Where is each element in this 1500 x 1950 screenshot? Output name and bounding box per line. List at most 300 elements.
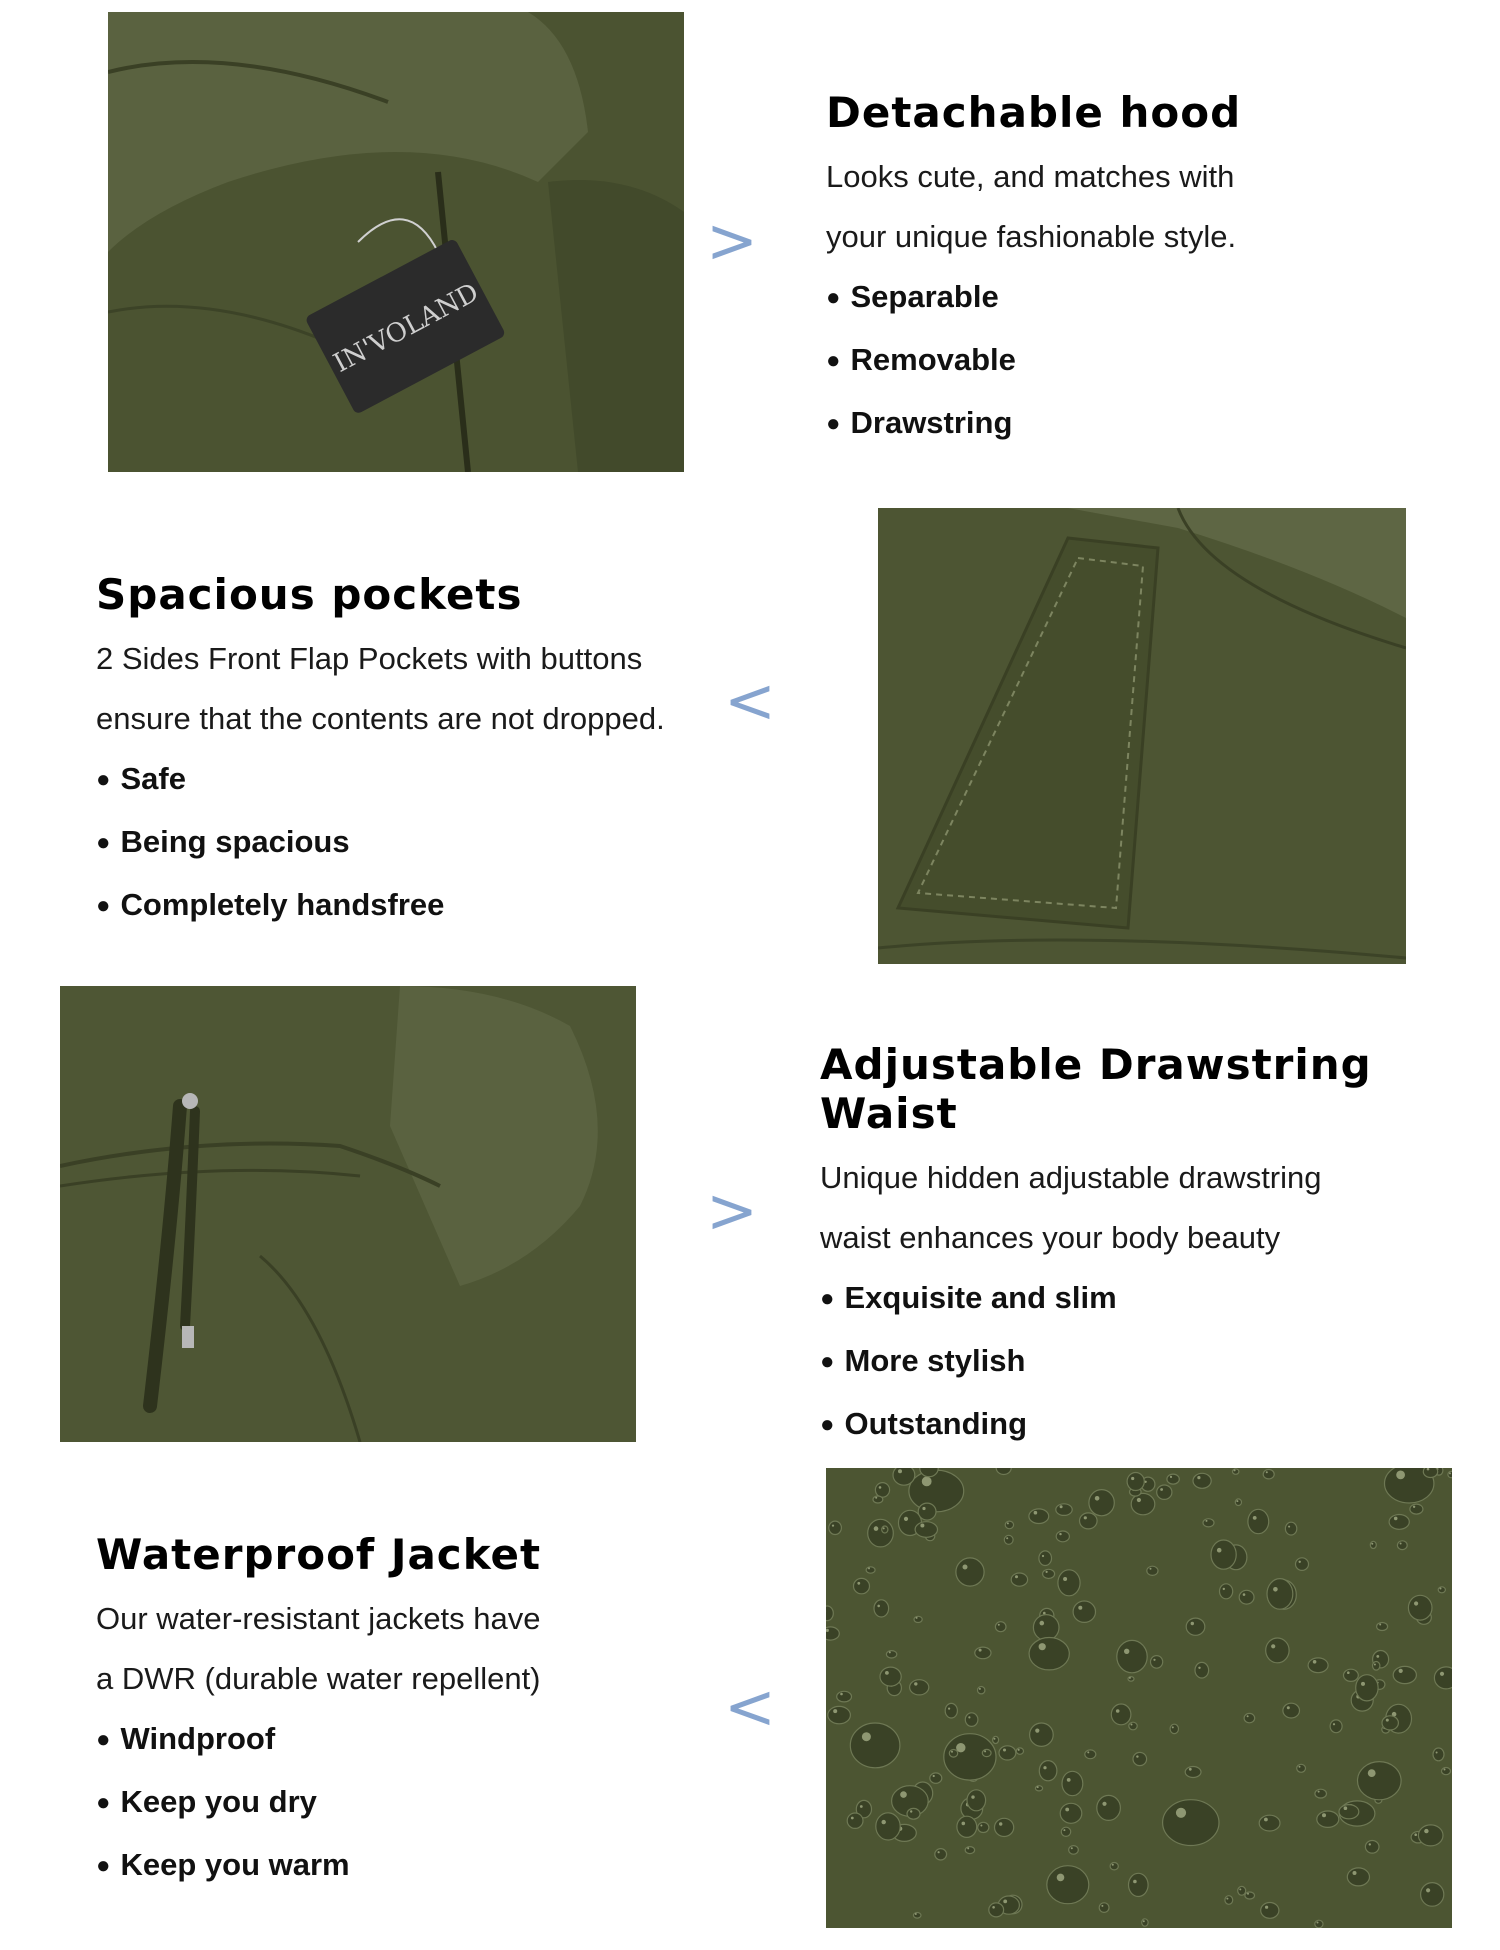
water-drop-highlight [1271,1644,1275,1648]
water-drop-highlight [1234,1469,1236,1471]
water-drop-highlight [1084,1516,1087,1519]
water-drop [1330,1720,1342,1733]
water-drop [1203,1519,1214,1527]
water-drops-photo [826,1468,1452,1928]
water-drop [1011,1573,1027,1586]
section-title: Waterproof Jacket [96,1530,542,1579]
water-drop [876,1813,900,1840]
water-drop-highlight [1172,1726,1174,1728]
water-drop [837,1691,852,1702]
feature-item: ● More stylish [820,1331,1500,1394]
water-drop-highlight [994,1738,996,1740]
water-drop [850,1723,900,1768]
water-drop [1408,1595,1432,1620]
water-drop-highlight [971,1795,974,1798]
water-drop-highlight [1042,1555,1044,1557]
water-drop [965,1713,978,1727]
water-drop-highlight [851,1817,854,1820]
water-drop-highlight [1129,1677,1131,1679]
water-drop [1373,1662,1380,1671]
water-drop [1433,1748,1444,1761]
description-line: 2 Sides Front Flap Pockets with buttons [96,641,643,676]
water-drop-highlight [1034,1511,1038,1515]
water-drop-highlight [1150,1568,1152,1570]
water-drop-highlight [1247,1893,1249,1895]
water-drop [1193,1473,1211,1488]
water-drop-highlight [1015,1575,1018,1578]
water-drop [1261,1903,1279,1919]
water-drop-highlight [1059,1533,1061,1535]
water-drop [1421,1883,1444,1907]
water-drop-highlight [1065,1808,1069,1812]
water-drop-highlight [840,1693,843,1696]
water-drop-highlight [1078,1606,1082,1610]
water-drop-highlight [1040,1621,1045,1626]
water-drop-highlight [879,1486,882,1489]
water-drop [913,1913,921,1919]
water-drop-highlight [1424,1829,1428,1833]
water-drop-highlight [860,1805,863,1808]
water-drop [873,1496,883,1503]
water-drop [1297,1764,1306,1772]
water-drop-highlight [1217,1548,1222,1553]
water-drop-highlight [1426,1888,1430,1892]
water-drop [965,1847,974,1854]
feature-list [96,749,665,938]
water-drop [1315,1920,1323,1928]
water-drop-highlight [1046,1571,1048,1573]
water-drop [1220,1584,1233,1599]
section-waterproof [96,1530,541,1898]
water-drop-highlight [999,1822,1002,1825]
water-drop [957,1816,977,1837]
water-drop [1085,1750,1096,1759]
water-drop-highlight [948,1708,950,1710]
water-drop-highlight [1399,1669,1403,1673]
water-drop [910,1680,929,1695]
water-drop-highlight [1131,1724,1133,1726]
water-drop-highlight [833,1709,837,1713]
water-drop-highlight [1347,1671,1350,1674]
water-drop [1127,1473,1144,1491]
water-drop [1263,1470,1274,1479]
water-drop [1089,1490,1114,1516]
description-line: ensure that the contents are not dropped. [96,701,665,736]
water-drop [1058,1570,1080,1596]
water-drop-highlight [898,1469,902,1473]
water-drop-highlight [1133,1880,1137,1884]
water-drop-highlight [1361,1682,1365,1686]
description-line: Unique hidden adjustable drawstring [820,1160,1322,1195]
water-drop-highlight [1007,1522,1009,1524]
water-drop [1344,1669,1359,1681]
water-drop-highlight [916,1617,918,1619]
water-drop-highlight [1371,1543,1373,1545]
water-drop [995,1818,1014,1836]
water-drop-highlight [1386,1719,1389,1722]
water-drop [1438,1587,1445,1593]
water-drop [1062,1771,1083,1795]
water-drop-highlight [832,1525,834,1527]
water-drop [989,1903,1004,1917]
water-drop [1029,1638,1069,1670]
water-drop-highlight [1003,1749,1006,1752]
water-drop-highlight [920,1524,924,1528]
water-drop-highlight [1143,1920,1145,1922]
water-drop [956,1558,984,1586]
water-drop-highlight [1265,1906,1268,1909]
waist-photo [60,986,636,1442]
pocket-photo-art [878,508,1406,964]
water-drop [1389,1515,1409,1530]
tag-brand-text: IN'VOLAND [328,277,484,379]
pocket-photo [878,508,1406,964]
water-drop-highlight [1369,1843,1371,1845]
water-drop [868,1519,894,1547]
water-drop [1163,1800,1219,1846]
water-drop [1418,1825,1443,1846]
water-drop [1061,1827,1070,1836]
water-drop-highlight [1037,1786,1039,1788]
water-drop-highlight [1006,1537,1008,1539]
water-drop-highlight [1112,1864,1114,1866]
water-drop-highlight [1039,1643,1046,1650]
water-drop [1035,1786,1042,1791]
water-drop [1005,1521,1013,1529]
water-drop [1016,1748,1023,1754]
water-drop [945,1703,957,1718]
arrow-right-3: > [706,1174,758,1247]
water-drop-highlight [998,1624,1000,1626]
water-drop [1245,1892,1255,1899]
water-drop [847,1813,863,1828]
water-drop-highlight [922,1477,932,1487]
water-drop-highlight [1440,1672,1444,1676]
water-drop [1080,1513,1098,1529]
water-drop [1211,1540,1236,1569]
water-drop-highlight [938,1851,940,1853]
water-drop [1056,1504,1072,1516]
water-drop [829,1521,842,1534]
water-drop [1377,1623,1388,1631]
water-drop [1285,1522,1296,1535]
feature-list [820,1268,1500,1457]
water-drop [907,1808,920,1819]
water-drop [1317,1811,1339,1827]
water-drop [1129,1873,1149,1896]
water-drop-highlight [967,1847,969,1849]
water-drop [1043,1569,1055,1578]
feature-item: ● Safe [96,749,665,812]
water-drop [1233,1469,1239,1474]
arrow-right-1: > [706,204,758,277]
water-drop [1266,1638,1289,1663]
water-drop-highlight [1223,1588,1225,1590]
feature-item: ● Keep you warm [96,1835,541,1898]
water-drop [1296,1558,1309,1571]
section-pockets [96,570,665,938]
water-drop [826,1606,833,1621]
water-drop-highlight [874,1526,879,1531]
arrow-left-2: < [724,664,776,737]
water-drop [1442,1768,1451,1775]
hood-photo [108,12,684,472]
water-drop [866,1567,875,1573]
water-drop [1056,1531,1069,1542]
water-drop-highlight [1102,1802,1106,1806]
water-drop-highlight [1253,1516,1257,1520]
water-drop-highlight [992,1906,995,1909]
water-drop-highlight [1414,1833,1417,1836]
water-drop-highlight [1239,1888,1241,1890]
water-drop-highlight [1400,1543,1402,1545]
feature-list [826,267,1241,456]
water-drop-highlight [1095,1496,1100,1501]
water-drop [909,1470,964,1512]
water-drop-highlight [1101,1905,1103,1907]
water-drop [930,1773,942,1783]
section-waist [820,1040,1500,1457]
water-drop-highlight [1060,1505,1063,1508]
water-drop-highlight [1368,1769,1376,1777]
water-drop-highlight [1266,1471,1268,1473]
water-drop-highlight [904,1517,908,1521]
water-drop [978,1687,985,1694]
water-drop [893,1468,915,1485]
feature-item: ● Separable [826,267,1241,330]
water-drop-highlight [857,1582,860,1585]
water-drop [1283,1703,1300,1718]
water-drop-highlight [1043,1766,1046,1769]
water-drop [1365,1841,1379,1854]
water-drop [1397,1541,1407,1550]
description-line: Our water-resistant jackets have [96,1601,541,1636]
water-drop [1244,1713,1255,1722]
water-drop [1128,1677,1134,1682]
water-drop [826,1627,839,1640]
water-drop [914,1616,922,1622]
water-drop [1151,1656,1163,1669]
water-drop-highlight [1003,1900,1007,1904]
water-drop [1393,1666,1416,1683]
water-drop-highlight [1449,1472,1451,1474]
water-drop-highlight [875,1497,877,1499]
water-drop [915,1522,937,1538]
water-drop [1315,1789,1327,1798]
water-drop [1033,1615,1059,1641]
water-drop [1195,1662,1209,1678]
water-drop-highlight [1191,1622,1194,1625]
water-drop [982,1749,991,1756]
water-drop [1186,1618,1205,1635]
water-drop-highlight [1396,1471,1405,1480]
water-drop [1157,1485,1172,1499]
water-drop [1142,1919,1148,1926]
water-drop-highlight [910,1810,912,1812]
water-drop [1097,1795,1121,1820]
water-drop-highlight [882,1820,886,1824]
water-drop [1133,1752,1147,1765]
water-drop [854,1578,870,1593]
water-drop [1423,1468,1437,1478]
water-drop-highlight [1087,1751,1089,1753]
water-drop [886,1651,896,1658]
water-drop [1111,1704,1131,1725]
water-drop-highlight [1063,1829,1065,1831]
water-drop [935,1849,947,1860]
water-drop-highlight [968,1716,970,1718]
water-drop-highlight [883,1527,885,1529]
water-drop-highlight [1322,1813,1326,1817]
water-drop-highlight [862,1732,871,1741]
water-drop-highlight [1206,1520,1208,1522]
water-drop-highlight [979,1688,981,1690]
water-drop [1448,1471,1452,1477]
water-drop-highlight [1198,1667,1200,1669]
water-drop-highlight [1440,1588,1442,1590]
water-drop [1347,1868,1369,1886]
water-drop-highlight [1018,1749,1020,1751]
water-drop-highlight [922,1507,925,1510]
feature-item: ● Completely handsfree [96,875,665,938]
water-drop-highlight [1160,1488,1163,1491]
water-drop [1129,1722,1137,1730]
water-drop-highlight [1273,1587,1278,1592]
feature-item: ● Keep you dry [96,1772,541,1835]
water-drop-highlight [915,1913,917,1915]
water-drop [1248,1509,1269,1533]
water-drop-highlight [1379,1624,1381,1626]
feature-item: ● Windproof [96,1709,541,1772]
water-drop-highlight [1153,1659,1155,1661]
water-drop [1060,1803,1082,1823]
water-drop-highlight [1063,1577,1067,1581]
section-title: Adjustable Drawstring Waist [820,1040,1372,1138]
feature-item: ● Drawstring [826,393,1241,456]
water-drop [828,1706,851,1723]
description-line: Looks cute, and matches with [826,159,1235,194]
water-drop-highlight [933,1775,935,1777]
section-title: Spacious pockets [96,570,523,619]
water-drop-highlight [1413,1506,1415,1508]
water-drop-highlight [914,1682,917,1685]
water-drop-highlight [900,1791,907,1798]
water-drop [1308,1658,1328,1673]
water-drop-highlight [962,1822,966,1826]
water-drop [1259,1815,1280,1831]
water-drop-highlight [1287,1706,1290,1709]
water-drop-highlight [1116,1709,1120,1713]
description-line: waist enhances your body beauty [820,1220,1281,1255]
water-drop [1238,1886,1246,1895]
water-drop-highlight [1264,1818,1268,1822]
water-drop [1170,1724,1178,1733]
water-drop-highlight [1436,1752,1438,1754]
water-drop [1225,1896,1233,1905]
water-drop-highlight [979,1649,982,1652]
water-drop-highlight [1376,1655,1379,1658]
water-drop-highlight [1197,1476,1200,1479]
waist-photo-art [60,986,636,1442]
water-drop-highlight [889,1651,891,1653]
water-drop [978,1822,989,1832]
water-drops-art [826,1468,1452,1928]
description-line: your unique fashionable style. [826,219,1237,254]
water-drop-highlight [1313,1660,1317,1664]
water-drop [975,1647,991,1659]
water-drop-highlight [1071,1847,1073,1849]
water-drop-highlight [1131,1477,1134,1480]
water-drop-highlight [1035,1729,1039,1733]
feature-item: ● Removable [826,330,1241,393]
water-drop-highlight [1288,1526,1290,1528]
water-drop [999,1746,1016,1760]
water-drop [880,1667,901,1686]
water-drop [1030,1723,1054,1746]
water-drop-highlight [877,1605,880,1608]
water-drop-highlight [1170,1476,1172,1478]
water-drop [1167,1474,1179,1484]
water-drop [1147,1566,1158,1575]
water-drop-highlight [1247,1715,1249,1717]
water-drop-highlight [1236,1500,1238,1502]
water-drop-highlight [980,1825,982,1827]
arrow-left-4: < [724,1670,776,1743]
water-drop-highlight [1333,1723,1335,1725]
water-drop-highlight [1444,1769,1446,1771]
water-drop [1039,1551,1052,1566]
water-drop [1117,1640,1147,1672]
water-drop-highlight [1394,1517,1398,1521]
water-drop-highlight [1136,1755,1138,1757]
water-drop-highlight [885,1671,889,1675]
water-drop [1267,1579,1293,1610]
water-drop-highlight [984,1750,986,1752]
water-drop [1073,1601,1095,1622]
water-drop [1239,1590,1254,1604]
water-drop [949,1750,957,1758]
water-drop [1410,1504,1423,1514]
water-drop [1358,1762,1402,1800]
feature-item: ● Outstanding [820,1394,1500,1457]
water-drop-highlight [868,1567,870,1569]
water-drop-highlight [1299,1561,1301,1563]
water-drop-highlight [1226,1898,1228,1900]
feature-item: ● Being spacious [96,812,665,875]
water-drop [1099,1903,1109,1913]
water-drop-highlight [1317,1922,1319,1924]
water-drop [1370,1541,1376,1548]
water-drop [995,1622,1006,1632]
water-drop [1047,1866,1089,1904]
feature-list [96,1709,541,1898]
water-drop [1382,1716,1398,1730]
water-drop [1069,1846,1079,1855]
water-drop-highlight [1124,1649,1129,1654]
water-drop-highlight [1374,1664,1376,1666]
water-drop-highlight [951,1751,953,1753]
section-title: Detachable hood [826,88,1242,137]
water-drop-highlight [1043,1612,1046,1615]
water-drop [1356,1675,1378,1701]
water-drop [1235,1499,1241,1506]
water-drop [1029,1509,1049,1524]
water-drop-highlight [1243,1593,1246,1596]
water-drop-highlight [1318,1791,1320,1793]
water-drop [993,1736,999,1743]
water-drop-highlight [1344,1806,1348,1810]
water-drop [1434,1667,1452,1689]
